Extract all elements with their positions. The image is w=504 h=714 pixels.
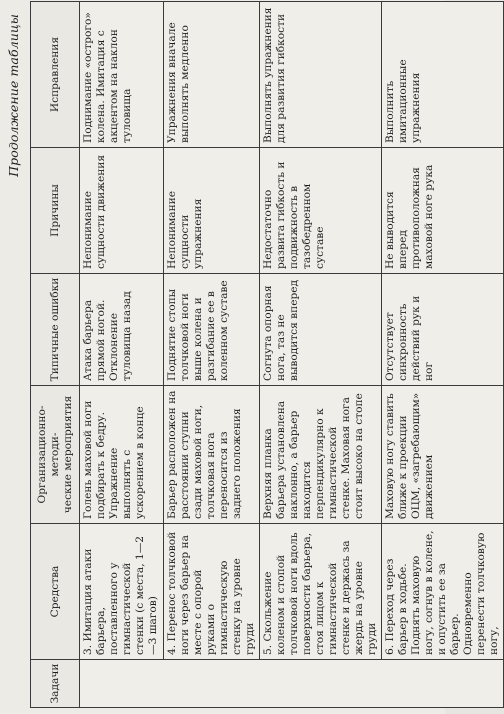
tool-cell: 3. Имитация атаки барьера, поставленного у гимнастической стенки (с места, 1—2—3 шагов) — [80, 524, 164, 660]
table-header-row — [31, 2, 80, 708]
error-cell: Согнута опорная нога, таз не выводится вперед — [260, 274, 382, 386]
header-causes: Причины — [31, 148, 80, 274]
cause-cell: Непонимание сущности движения — [80, 148, 164, 274]
org-cell: Барьер расположен на расстоянии ступни сзади маховой ноги, толчковая нога переносится из заднего положения — [164, 386, 260, 524]
header-tasks: Задачи — [31, 660, 80, 708]
error-cell: Отсутствует синхронность действий рук и ног — [382, 274, 504, 386]
error-cell: Атака барьера прямой ногой. Отклонение туловища назад — [80, 274, 164, 386]
cause-cell: Не выводится вперед противоположная маховой ноге рука — [382, 148, 504, 274]
table-caption: Продолжение таблицы — [6, 14, 21, 177]
table-row — [164, 2, 260, 708]
org-cell: Голень маховой ноги подбирать к бедру. Упражнение выполнять с ускорением в конце — [80, 386, 164, 524]
fix-cell: Выполнять упражнения для развития гибкости — [260, 2, 382, 148]
tool-cell: 4. Перенос толчковой ноги через барьер на месте с опорой руками о гимнастическую стенку на уровне груди — [164, 524, 260, 660]
table-row — [80, 2, 164, 708]
tasks-cell — [80, 660, 504, 708]
fix-cell: Упражнения вначале выполнять медленно — [164, 2, 260, 148]
fix-cell: Поднимание «острого» колена. Имитация с акцентом на наклон туловища — [80, 2, 164, 148]
header-org-measures: Организационно-методи- ческие мероприятия — [31, 386, 80, 524]
header-tools: Средства — [31, 524, 80, 660]
cause-cell: Недостаточно развита гибкость и подвижность в тазобедренном суставе — [260, 148, 382, 274]
table-row — [260, 2, 382, 708]
fix-cell: Выполнить имитационные упражнения — [382, 2, 504, 148]
tool-cell: 5. Скольжение коленом и стопой толчковой ноги вдоль поверхности барьера, стоя лицом к гимнастической стенке и держась за жердь на уровне груди — [260, 524, 382, 660]
table-row — [382, 2, 504, 708]
exercise-table — [30, 1, 504, 708]
org-cell: Верхняя планка барьера установлена наклонно, а барьер находится перпендикулярно к гимнастической стенке. Маховая нога стоит высоко на стопе — [260, 386, 382, 524]
cause-cell: Непонимание сущности упражнения — [164, 148, 260, 274]
tool-cell: 6. Переход через барьер в ходьбе. Поднять маховую ногу, согнув в колене, и опустить ее за барьер. Одновременно перенести толчковую ногу, — [382, 524, 504, 660]
header-corrections: Исправления — [31, 2, 80, 148]
org-cell: Маховую ногу ставить ближе к проекции ОЦМ, «загребающим» движением — [382, 386, 504, 524]
error-cell: Поднятие стопы толчковой ноги выше колена и разгибание ее в коленном суставе — [164, 274, 260, 386]
header-typical-errors: Типичные ошибки — [31, 274, 80, 386]
